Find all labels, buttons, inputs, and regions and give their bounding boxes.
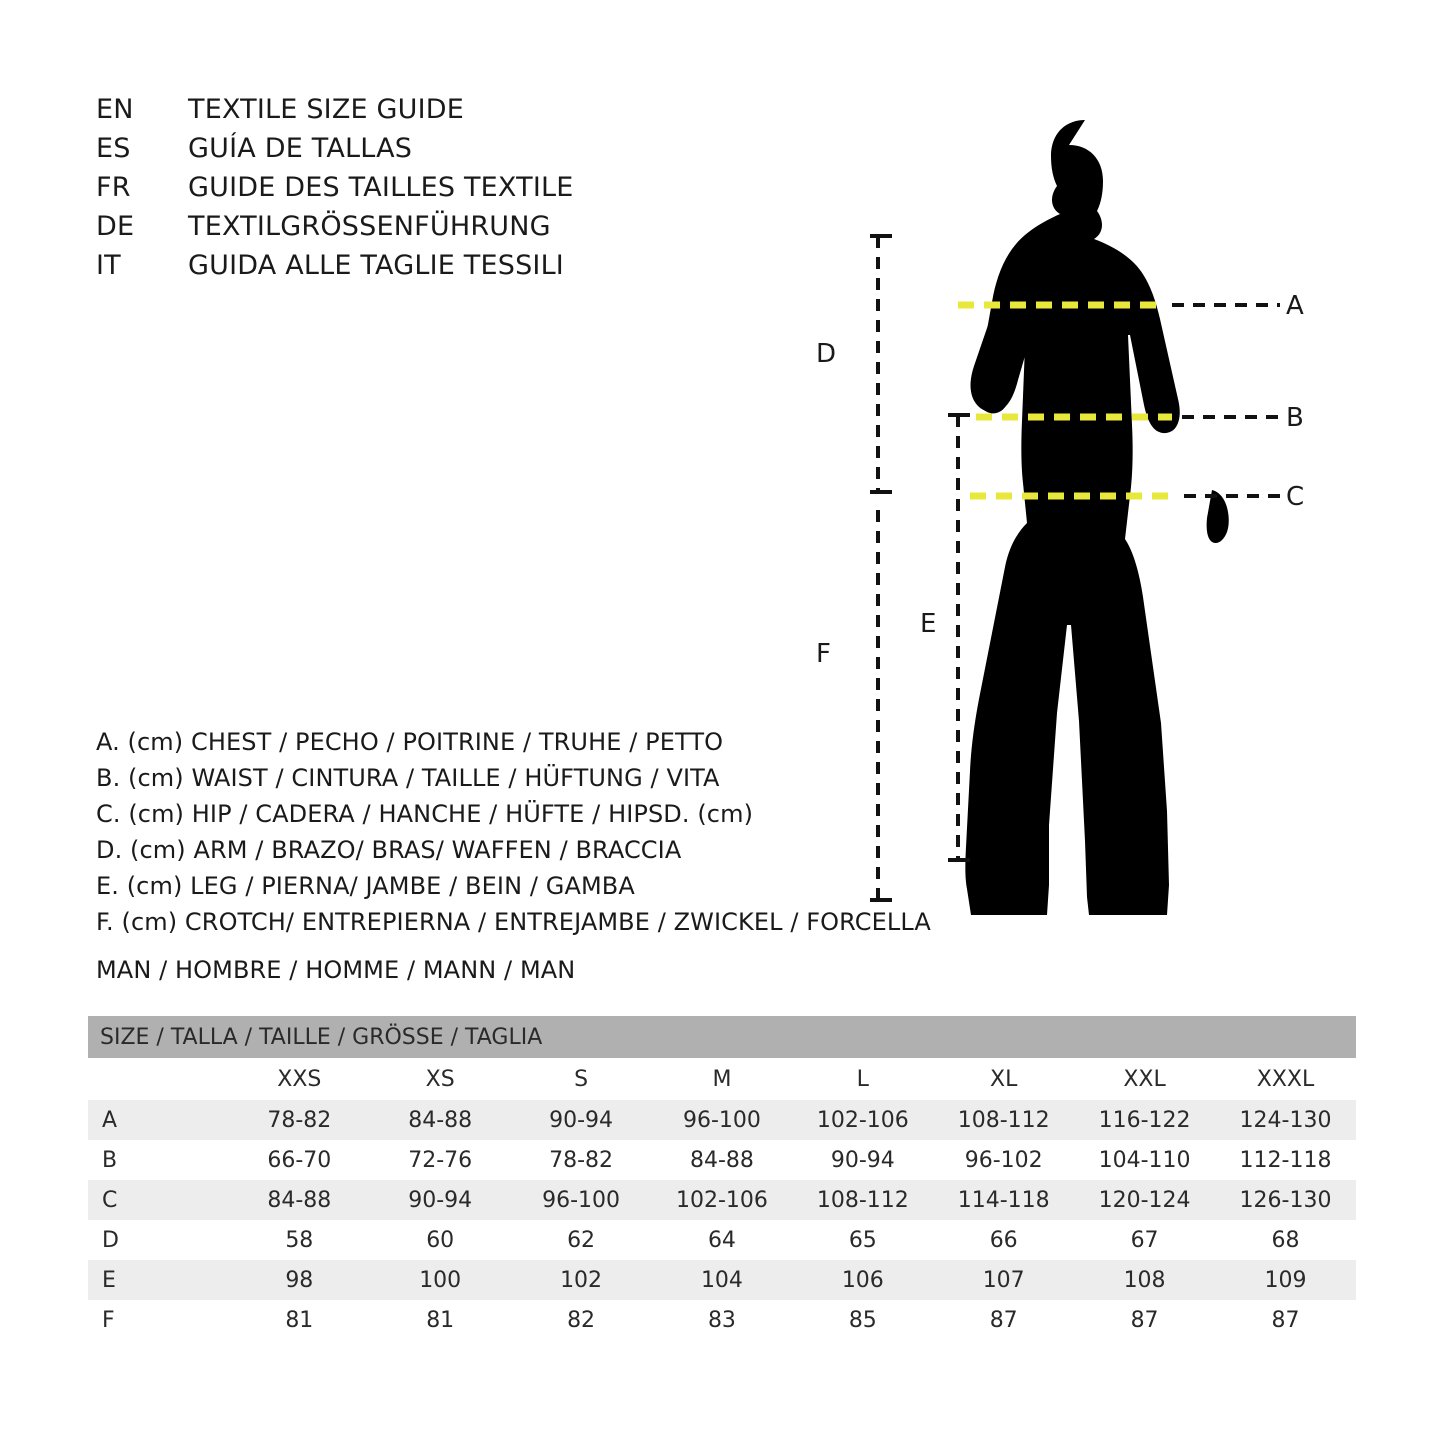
cell-d-s: 62 — [511, 1220, 652, 1260]
cell-c-xxxl: 126-130 — [1215, 1180, 1356, 1220]
cell-c-m: 102-106 — [652, 1180, 793, 1220]
cell-f-m: 83 — [652, 1300, 793, 1340]
cell-b-l: 90-94 — [792, 1140, 933, 1180]
cell-e-xxs: 98 — [229, 1260, 370, 1300]
cell-b-xxl: 104-110 — [1074, 1140, 1215, 1180]
diagram-label-f: F — [816, 639, 831, 669]
male-silhouette-icon — [965, 120, 1228, 915]
cell-b-xxxl: 112-118 — [1215, 1140, 1356, 1180]
cell-d-xs: 60 — [370, 1220, 511, 1260]
cell-f-xs: 81 — [370, 1300, 511, 1340]
cell-e-xxxl: 109 — [1215, 1260, 1356, 1300]
cell-d-xxxl: 68 — [1215, 1220, 1356, 1260]
legend-item-d: D. (cm) ARM / BRAZO/ BRAS/ WAFFEN / BRACCIA — [96, 836, 682, 864]
legend-block — [96, 724, 931, 940]
cell-e-m: 104 — [652, 1260, 793, 1300]
column-l: L — [792, 1058, 933, 1100]
cell-f-l: 85 — [792, 1300, 933, 1340]
row-label-b: B — [88, 1140, 229, 1180]
diagram-label-a: A — [1286, 291, 1304, 321]
row-label-c: C — [88, 1180, 229, 1220]
cell-b-xl: 96-102 — [933, 1140, 1074, 1180]
cell-c-xxl: 120-124 — [1074, 1180, 1215, 1220]
column-xs: XS — [370, 1058, 511, 1100]
cell-a-m: 96-100 — [652, 1100, 793, 1140]
cell-e-xs: 100 — [370, 1260, 511, 1300]
cell-b-m: 84-88 — [652, 1140, 793, 1180]
cell-a-xxl: 116-122 — [1074, 1100, 1215, 1140]
title-text-fr: GUIDE DES TAILLES TEXTILE — [188, 172, 574, 203]
table-row — [88, 1140, 1356, 1180]
table-row — [88, 1260, 1356, 1300]
title-text-es: GUÍA DE TALLAS — [188, 133, 413, 164]
legend-item-e: E. (cm) LEG / PIERNA/ JAMBE / BEIN / GAMBA — [96, 872, 635, 900]
cell-d-m: 64 — [652, 1220, 793, 1260]
diagram-label-c: C — [1286, 482, 1305, 512]
column-xxs: XXS — [229, 1058, 370, 1100]
leader-lines — [1172, 305, 1280, 496]
title-block — [96, 90, 716, 285]
size-table-header-row — [88, 1016, 1356, 1058]
title-lang-de: DE — [96, 211, 135, 242]
cell-d-xxl: 67 — [1074, 1220, 1215, 1260]
title-lang-es: ES — [96, 133, 131, 164]
cell-b-xs: 72-76 — [370, 1140, 511, 1180]
cell-e-xxl: 108 — [1074, 1260, 1215, 1300]
size-table-column-row — [88, 1058, 1356, 1100]
table-row — [88, 1100, 1356, 1140]
cell-c-xl: 114-118 — [933, 1180, 1074, 1220]
row-label-a: A — [88, 1100, 229, 1140]
cell-c-xs: 90-94 — [370, 1180, 511, 1220]
diagram-label-d: D — [816, 339, 837, 369]
cell-f-xl: 87 — [933, 1300, 1074, 1340]
size-table-wrap — [88, 1016, 1356, 1340]
cell-a-l: 102-106 — [792, 1100, 933, 1140]
table-row — [88, 1180, 1356, 1220]
diagram-label-e: E — [920, 609, 937, 639]
cell-d-xl: 66 — [933, 1220, 1074, 1260]
gender-label: MAN / HOMBRE / HOMME / MANN / MAN — [96, 956, 576, 984]
title-row — [96, 129, 716, 168]
column-xxxl: XXXL — [1215, 1058, 1356, 1100]
column-xl: XL — [933, 1058, 1074, 1100]
cell-e-xl: 107 — [933, 1260, 1074, 1300]
cell-f-xxl: 87 — [1074, 1300, 1215, 1340]
row-label-e: E — [88, 1260, 229, 1300]
cell-e-s: 102 — [511, 1260, 652, 1300]
diagram-label-b: B — [1286, 403, 1304, 433]
cell-c-l: 108-112 — [792, 1180, 933, 1220]
row-label-f: F — [88, 1300, 229, 1340]
cell-a-xl: 108-112 — [933, 1100, 1074, 1140]
legend-item-a: A. (cm) CHEST / PECHO / POITRINE / TRUHE / PETTO — [96, 728, 724, 756]
cell-a-xxxl: 124-130 — [1215, 1100, 1356, 1140]
title-row — [96, 90, 716, 129]
cell-a-xxs: 78-82 — [229, 1100, 370, 1140]
column-s: S — [511, 1058, 652, 1100]
cell-e-l: 106 — [792, 1260, 933, 1300]
title-row — [96, 207, 716, 246]
cell-c-s: 96-100 — [511, 1180, 652, 1220]
column-xxl: XXL — [1074, 1058, 1215, 1100]
column-m: M — [652, 1058, 793, 1100]
row-label-d: D — [88, 1220, 229, 1260]
legend-item-c: C. (cm) HIP / CADERA / HANCHE / HÜFTE / HIPSD. (cm) — [96, 800, 754, 828]
title-text-it: GUIDA ALLE TAGLIE TESSILI — [188, 250, 564, 281]
legend-item-b: B. (cm) WAIST / CINTURA / TAILLE / HÜFTUNG / VITA — [96, 764, 720, 792]
size-table-header: SIZE / TALLA / TAILLE / GRÖSSE / TAGLIA — [88, 1016, 1356, 1058]
cell-d-l: 65 — [792, 1220, 933, 1260]
title-text-de: TEXTILGRÖSSENFÜHRUNG — [188, 211, 551, 242]
title-lang-fr: FR — [96, 172, 131, 203]
cell-d-xxs: 58 — [229, 1220, 370, 1260]
column-corner — [88, 1058, 229, 1100]
cell-b-s: 78-82 — [511, 1140, 652, 1180]
cell-c-xxs: 84-88 — [229, 1180, 370, 1220]
table-row — [88, 1300, 1356, 1340]
size-table — [88, 1016, 1356, 1340]
cell-a-xs: 84-88 — [370, 1100, 511, 1140]
cell-f-xxs: 81 — [229, 1300, 370, 1340]
cell-f-s: 82 — [511, 1300, 652, 1340]
title-row — [96, 246, 716, 285]
table-row — [88, 1220, 1356, 1260]
title-text-en: TEXTILE SIZE GUIDE — [188, 94, 465, 125]
cell-f-xxxl: 87 — [1215, 1300, 1356, 1340]
title-lang-it: IT — [96, 250, 121, 281]
cell-a-s: 90-94 — [511, 1100, 652, 1140]
legend-item-f: F. (cm) CROTCH/ ENTREPIERNA / ENTREJAMBE / ZWICKEL / FORCELLA — [96, 908, 931, 936]
title-row — [96, 168, 716, 207]
title-lang-en: EN — [96, 94, 134, 125]
cell-b-xxs: 66-70 — [229, 1140, 370, 1180]
